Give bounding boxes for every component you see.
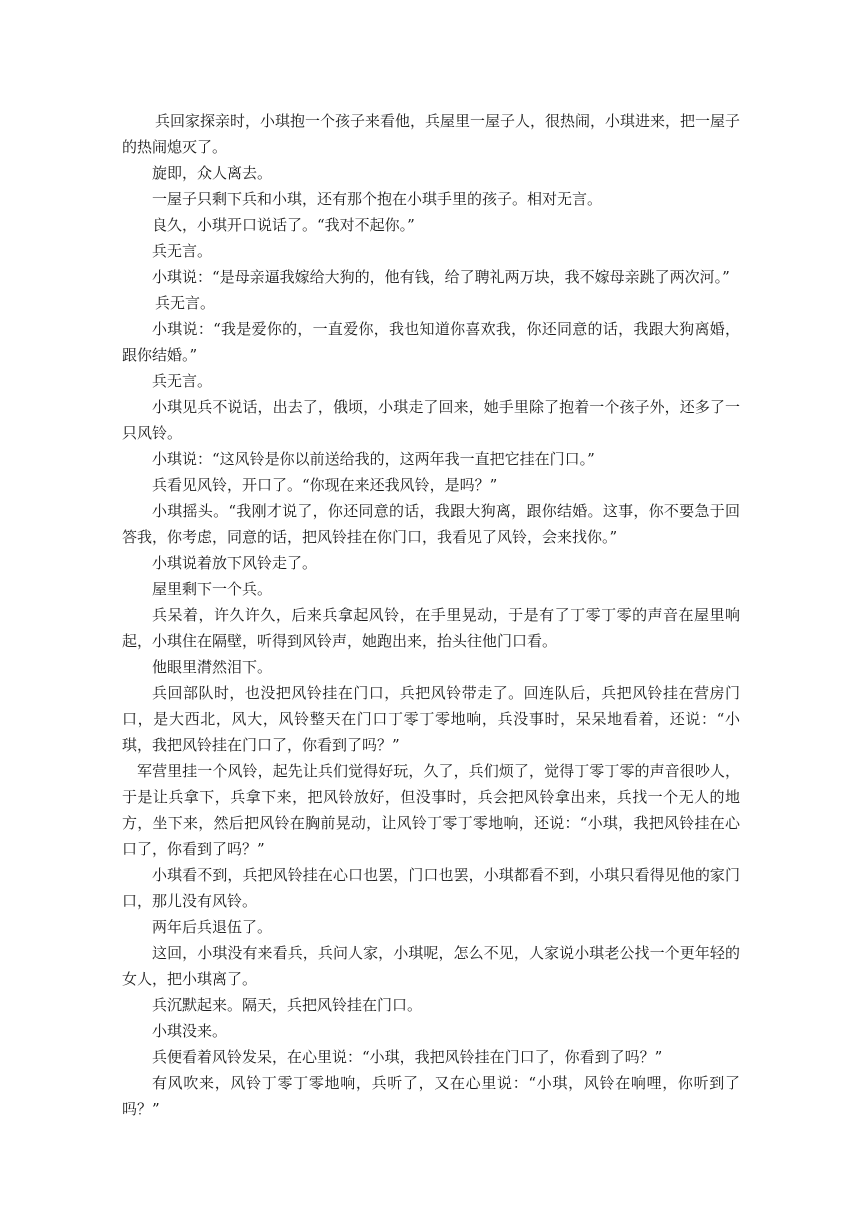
paragraph: 兵呆着，许久许久，后来兵拿起风铃，在手里晃动，于是有了丁零丁零的声音在屋里响起，小琪住在隔壁，听得到风铃声，她跑出来，抬头往他门口看。 <box>122 606 740 650</box>
paragraph: 兵看见风铃，开口了。“你现在来还我风铃，是吗？” <box>152 476 498 494</box>
paragraph: 小琪说：“这风铃是你以前送给我的，这两年我一直把它挂在门口。” <box>152 450 595 468</box>
paragraph: 小琪看不到，兵把风铃挂在心口也罢，门口也罢，小琪都看不到，小琪只看得见他的家门口，那儿没有风铃。 <box>122 866 740 910</box>
paragraph: 这回，小琪没有来看兵，兵问人家，小琪呢，怎么不见，人家说小琪老公找一个更年轻的女人，把小琪离了。 <box>122 944 740 988</box>
paragraph: 小琪说：“我是爱你的，一直爱你，我也知道你喜欢我，你还同意的话，我跟大狗离婚，跟你结婚。” <box>122 320 740 364</box>
paragraph: 两年后兵退伍了。 <box>152 918 273 936</box>
paragraph: 兵无言。 <box>155 294 216 312</box>
paragraph: 一屋子只剩下兵和小琪，还有那个抱在小琪手里的孩子。相对无言。 <box>152 190 603 208</box>
paragraph: 旋即，众人离去。 <box>152 164 273 182</box>
paragraph: 小琪说：“是母亲逼我嫁给大狗的，他有钱，给了聘礼两万块，我不嫁母亲跳了两次河。” <box>152 268 730 286</box>
paragraph: 军营里挂一个风铃，起先让兵们觉得好玩，久了，兵们烦了，觉得丁零丁零的声音很吵人，于是让兵拿下，兵拿下来，把风铃放好，但没事时，兵会把风铃拿出来，兵找一个无人的地方，坐下来，然后把风铃在胸前晃动，让风铃丁零丁零地响，还说：“小琪，我把风铃挂在心口了，你看到了吗？” <box>122 762 740 858</box>
paragraph: 良久，小琪开口说话了。“我对不起你。” <box>152 216 415 234</box>
paragraph: 小琪见兵不说话，出去了，俄顷，小琪走了回来，她手里除了抱着一个孩子外，还多了一只风铃。 <box>122 398 740 442</box>
paragraph: 小琪没来。 <box>152 1022 228 1040</box>
paragraph: 小琪摇头。“我刚才说了，你还同意的话，我跟大狗离，跟你结婚。这事，你不要急于回答我，你考虑，同意的话，把风铃挂在你门口，我看见了风铃，会来找你。” <box>122 502 740 546</box>
paragraph: 兵回部队时，也没把风铃挂在门口，兵把风铃带走了。回连队后，兵把风铃挂在营房门口，是大西北，风大，风铃整天在门口丁零丁零地响，兵没事时，呆呆地看着，还说：“小琪，我把风铃挂在门口了，你看到了吗？” <box>122 684 740 754</box>
paragraph: 兵无言。 <box>152 242 213 260</box>
paragraph: 小琪说着放下风铃走了。 <box>152 554 318 572</box>
paragraph: 兵无言。 <box>152 372 213 390</box>
paragraph: 兵沉默起来。隔天，兵把风铃挂在门口。 <box>152 996 423 1014</box>
paragraph: 兵便看着风铃发呆，在心里说：“小琪，我把风铃挂在门口了，你看到了吗？” <box>152 1048 663 1066</box>
story-text <box>122 108 740 1122</box>
paragraph: 屋里剩下一个兵。 <box>152 580 273 598</box>
paragraph: 兵回家探亲时，小琪抱一个孩子来看他，兵屋里一屋子人，很热闹，小琪进来，把一屋子的热闹熄灭了。 <box>122 112 741 156</box>
paragraph: 他眼里潸然泪下。 <box>152 658 273 676</box>
paragraph: 有风吹来，风铃丁零丁零地响，兵听了，又在心里说：“小琪，风铃在响哩，你听到了吗？” <box>122 1074 740 1118</box>
